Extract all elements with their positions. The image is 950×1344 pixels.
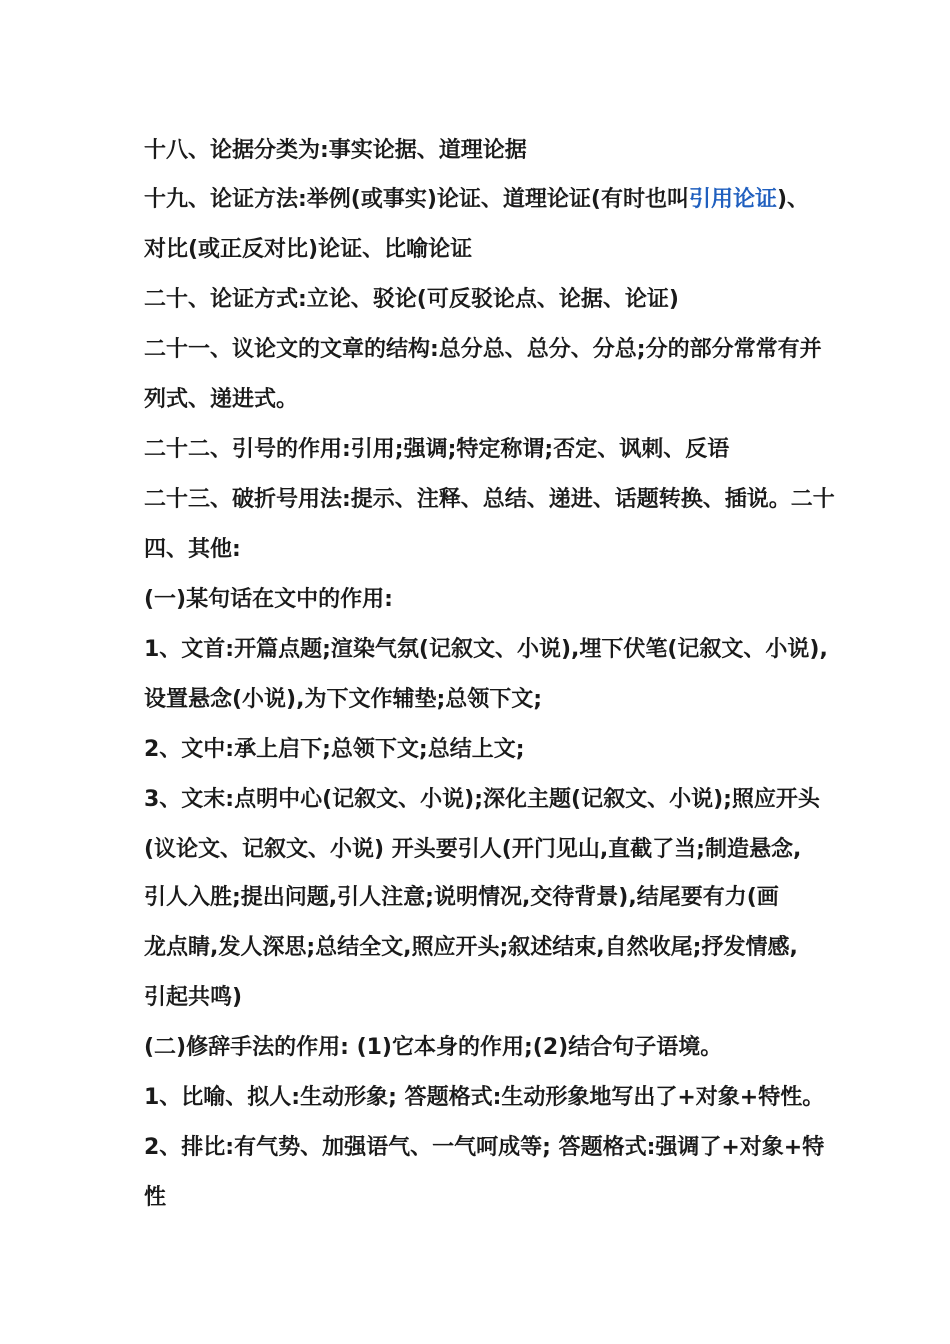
text-line-5: 二十一、议论文的文章的结构:总分总、总分、分总;分的部分常常有并 xyxy=(144,337,822,362)
text-line-11: 1、文首:开篇点题;渲染气氛(记叙文、小说),埋下伏笔(记叙文、小说), xyxy=(144,637,828,662)
text-line-6: 列式、递进式。 xyxy=(144,387,299,412)
text-line-16: 引人入胜;提出问题,引人注意;说明情况,交待背景),结尾要有力(画 xyxy=(144,885,779,910)
text-line-21: 2、排比:有气势、加强语气、一气呵成等; 答题格式:强调了+对象+特 xyxy=(144,1135,825,1160)
text-line-2-pre: 十九、论证方法:举例(或事实)论证、道理论证(有时也叫 xyxy=(144,187,689,212)
text-line-22: 性 xyxy=(144,1185,167,1210)
text-line-17: 龙点睛,发人深思;总结全文,照应开头;叙述结束,自然收尾;抒发情感, xyxy=(144,935,798,960)
text-line-20: 1、比喻、拟人:生动形象; 答题格式:生动形象地写出了+对象+特性。 xyxy=(144,1085,825,1110)
text-line-3: 对比(或正反对比)论证、比喻论证 xyxy=(144,237,473,262)
text-line-2-post: )、 xyxy=(776,187,810,212)
text-line-18: 引起共鸣) xyxy=(144,985,243,1010)
text-line-4: 二十、论证方式:立论、驳论(可反驳论点、论据、论证) xyxy=(144,287,679,312)
text-line-14: 3、文末:点明中心(记叙文、小说);深化主题(记叙文、小说);照应开头 xyxy=(144,787,820,812)
text-line-19: (二)修辞手法的作用: (1)它本身的作用;(2)结合句子语境。 xyxy=(144,1035,723,1060)
citation-argument-link[interactable]: 引用论证 xyxy=(688,187,777,212)
text-line-1: 十八、论据分类为:事实论据、道理论据 xyxy=(144,138,527,163)
text-line-9: 四、其他: xyxy=(144,537,241,562)
text-line-2 xyxy=(144,186,809,214)
text-line-8: 二十三、破折号用法:提示、注释、总结、递进、话题转换、插说。二十 xyxy=(144,487,835,512)
text-line-7: 二十二、引号的作用:引用;强调;特定称谓;否定、讽刺、反语 xyxy=(144,437,730,462)
text-line-13: 2、文中:承上启下;总领下文;总结上文; xyxy=(144,737,525,762)
text-line-12: 设置悬念(小说),为下文作辅垫;总领下文; xyxy=(144,687,543,712)
text-line-10: (一)某句话在文中的作用: xyxy=(144,587,393,612)
text-line-15: (议论文、记叙文、小说) 开头要引人(开门见山,直截了当;制造悬念, xyxy=(144,837,802,862)
